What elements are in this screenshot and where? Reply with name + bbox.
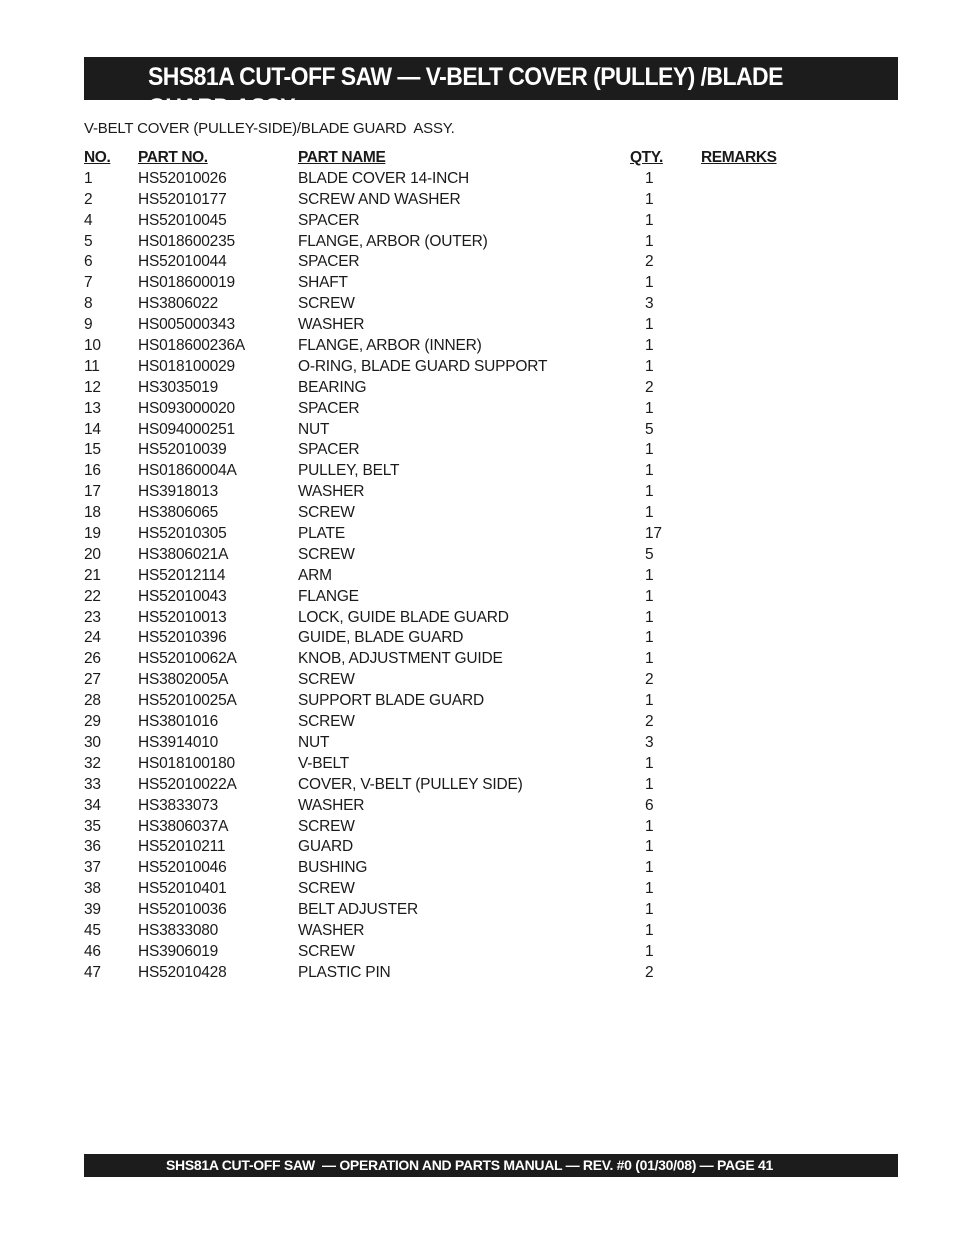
table-row [84, 628, 804, 649]
quantity-cell: 5 [645, 545, 654, 563]
part-name-cell: FLANGE [298, 587, 359, 605]
part-name-cell: SCREW [298, 880, 355, 898]
table-row [84, 440, 804, 461]
quantity-cell: 1 [645, 232, 654, 250]
part-name-cell: O-RING, BLADE GUARD SUPPORT [298, 357, 548, 375]
part-name-cell: SPACER [298, 441, 360, 459]
quantity-cell: 1 [645, 357, 654, 375]
part-number-index-cell: 11 [84, 357, 100, 375]
part-name-cell: COVER, V-BELT (PULLEY SIDE) [298, 775, 523, 793]
part-number-cell: HS3035019 [138, 378, 219, 396]
part-name-cell: GUARD [298, 838, 353, 856]
table-row [84, 587, 804, 608]
table-row [84, 461, 804, 482]
table-row [84, 921, 804, 942]
page-footer-bar [84, 1154, 898, 1177]
part-name-cell: PLATE [298, 525, 345, 543]
quantity-cell: 17 [645, 525, 662, 543]
part-number-index-cell: 32 [84, 754, 101, 772]
part-number-index-cell: 46 [84, 942, 101, 960]
quantity-cell: 2 [645, 253, 654, 271]
quantity-cell: 1 [645, 169, 654, 187]
part-number-cell: HS3802005A [138, 671, 229, 689]
part-name-cell: BLADE COVER 14-INCH [298, 169, 470, 187]
quantity-cell: 1 [645, 462, 654, 480]
quantity-cell: 1 [645, 754, 654, 772]
part-number-index-cell: 38 [84, 880, 101, 898]
part-number-cell: HS005000343 [138, 316, 235, 334]
table-row [84, 566, 804, 587]
table-row [84, 691, 804, 712]
part-number-cell: HS3833080 [138, 921, 219, 939]
table-row [84, 399, 804, 420]
quantity-cell: 1 [645, 274, 654, 292]
quantity-cell: 1 [645, 650, 654, 668]
part-name-cell: SCREW [298, 504, 355, 522]
part-number-cell: HS52010043 [138, 587, 227, 605]
part-number-cell: HS3918013 [138, 483, 219, 501]
table-row [84, 796, 804, 817]
quantity-cell: 3 [645, 295, 654, 313]
part-number-cell: HS52010401 [138, 880, 227, 898]
part-number-cell: HS094000251 [138, 420, 235, 438]
part-name-cell: NUT [298, 733, 330, 751]
part-number-index-cell: 39 [84, 901, 101, 919]
part-number-cell: HS018600235 [138, 232, 235, 250]
part-name-cell: BELT ADJUSTER [298, 901, 418, 919]
page-title-bar [84, 57, 898, 122]
table-row [84, 963, 804, 984]
quantity-cell: 1 [645, 921, 654, 939]
table-row [84, 503, 804, 524]
part-number-index-cell: 30 [84, 733, 101, 751]
table-row [84, 817, 804, 838]
part-number-index-cell: 7 [84, 274, 93, 292]
part-number-cell: HS018600236A [138, 337, 246, 355]
part-number-cell: HS52010396 [138, 629, 227, 647]
part-number-cell: HS3806022 [138, 295, 219, 313]
table-row [84, 336, 804, 357]
part-name-cell: V-BELT [298, 754, 350, 772]
part-number-index-cell: 35 [84, 817, 101, 835]
table-header-row [84, 148, 804, 169]
quantity-cell: 1 [645, 337, 654, 355]
part-number-index-cell: 22 [84, 587, 101, 605]
part-number-index-cell: 27 [84, 671, 101, 689]
part-number-index-cell: 23 [84, 608, 101, 626]
part-name-cell: SCREW [298, 295, 355, 313]
part-number-index-cell: 34 [84, 796, 101, 814]
column-header-remarks: REMARKS [701, 149, 777, 166]
table-row [84, 670, 804, 691]
quantity-cell: 1 [645, 608, 654, 626]
part-name-cell: SPACER [298, 399, 360, 417]
part-number-index-cell: 14 [84, 420, 101, 438]
table-row [84, 733, 804, 754]
part-number-cell: HS3806037A [138, 817, 229, 835]
part-name-cell: SPACER [298, 253, 360, 271]
quantity-cell: 1 [645, 483, 654, 501]
part-name-cell: GUIDE, BLADE GUARD [298, 629, 464, 647]
part-name-cell: WASHER [298, 796, 365, 814]
quantity-cell: 1 [645, 942, 654, 960]
part-name-cell: SCREW [298, 817, 355, 835]
table-row [84, 942, 804, 963]
part-number-cell: HS52010062A [138, 650, 237, 668]
quantity-cell: 1 [645, 316, 654, 334]
part-number-index-cell: 8 [84, 295, 93, 313]
table-row [84, 545, 804, 566]
part-name-cell: SHAFT [298, 274, 348, 292]
part-number-index-cell: 29 [84, 713, 101, 731]
quantity-cell: 2 [645, 378, 654, 396]
part-name-cell: FLANGE, ARBOR (INNER) [298, 337, 482, 355]
quantity-cell: 1 [645, 399, 654, 417]
part-name-cell: SCREW [298, 671, 355, 689]
part-name-cell: PLASTIC PIN [298, 963, 391, 981]
part-name-cell: KNOB, ADJUSTMENT GUIDE [298, 650, 503, 668]
part-number-index-cell: 4 [84, 211, 93, 229]
part-number-index-cell: 2 [84, 190, 93, 208]
part-number-cell: HS3806021A [138, 545, 229, 563]
table-row [84, 211, 804, 232]
part-name-cell: SCREW [298, 713, 355, 731]
table-row [84, 273, 804, 294]
column-header-part-no: PART NO. [138, 149, 208, 166]
part-number-cell: HS52010013 [138, 608, 227, 626]
table-row [84, 608, 804, 629]
part-number-index-cell: 37 [84, 859, 101, 877]
table-row [84, 378, 804, 399]
table-row [84, 858, 804, 879]
part-number-cell: HS093000020 [138, 399, 235, 417]
column-header-part-name: PART NAME [298, 149, 386, 166]
part-number-cell: HS3801016 [138, 713, 219, 731]
quantity-cell: 2 [645, 671, 654, 689]
part-number-index-cell: 17 [84, 483, 101, 501]
part-number-cell: HS3833073 [138, 796, 219, 814]
table-row [84, 712, 804, 733]
quantity-cell: 1 [645, 880, 654, 898]
part-number-cell: HS52010305 [138, 525, 227, 543]
parts-list-table [84, 148, 804, 984]
part-name-cell: SCREW AND WASHER [298, 190, 461, 208]
table-row [84, 879, 804, 900]
part-number-index-cell: 21 [84, 566, 101, 584]
quantity-cell: 1 [645, 901, 654, 919]
part-number-index-cell: 24 [84, 629, 101, 647]
page-title: SHS81A CUT-OFF SAW — V-BELT COVER (PULLEY) /BLADE GUARD ASSY. [148, 63, 783, 122]
table-row [84, 169, 804, 190]
column-header-qty: QTY. [630, 149, 663, 166]
part-number-index-cell: 26 [84, 650, 101, 668]
part-name-cell: FLANGE, ARBOR (OUTER) [298, 232, 488, 250]
part-number-cell: HS52010177 [138, 190, 227, 208]
part-number-index-cell: 45 [84, 921, 101, 939]
part-number-cell: HS52010046 [138, 859, 227, 877]
part-name-cell: WASHER [298, 316, 365, 334]
quantity-cell: 1 [645, 211, 654, 229]
part-number-index-cell: 33 [84, 775, 101, 793]
part-number-cell: HS018600019 [138, 274, 235, 292]
part-number-cell: HS52010039 [138, 441, 227, 459]
table-row [84, 294, 804, 315]
table-row [84, 315, 804, 336]
part-name-cell: PULLEY, BELT [298, 462, 400, 480]
part-number-index-cell: 1 [84, 169, 93, 187]
part-number-cell: HS52012114 [138, 566, 226, 584]
part-name-cell: BEARING [298, 378, 367, 396]
part-number-index-cell: 18 [84, 504, 101, 522]
part-name-cell: SPACER [298, 211, 360, 229]
quantity-cell: 1 [645, 692, 654, 710]
quantity-cell: 1 [645, 838, 654, 856]
part-number-index-cell: 9 [84, 316, 93, 334]
quantity-cell: 2 [645, 713, 654, 731]
part-number-index-cell: 10 [84, 337, 101, 355]
part-number-index-cell: 5 [84, 232, 93, 250]
table-row [84, 420, 804, 441]
quantity-cell: 5 [645, 420, 654, 438]
column-header-no: NO. [84, 149, 111, 166]
table-row [84, 649, 804, 670]
quantity-cell: 1 [645, 441, 654, 459]
part-name-cell: SCREW [298, 942, 355, 960]
table-row [84, 232, 804, 253]
part-number-index-cell: 6 [84, 253, 93, 271]
quantity-cell: 2 [645, 963, 654, 981]
part-number-cell: HS52010044 [138, 253, 227, 271]
table-row [84, 357, 804, 378]
part-number-cell: HS3914010 [138, 733, 219, 751]
table-row [84, 482, 804, 503]
part-name-cell: BUSHING [298, 859, 368, 877]
part-number-cell: HS52010045 [138, 211, 227, 229]
part-number-index-cell: 13 [84, 399, 101, 417]
table-row [84, 754, 804, 775]
part-number-index-cell: 36 [84, 838, 101, 856]
quantity-cell: 6 [645, 796, 654, 814]
part-number-cell: HS52010025A [138, 692, 237, 710]
part-number-index-cell: 20 [84, 545, 101, 563]
part-number-cell: HS52010036 [138, 901, 227, 919]
part-number-cell: HS01860004A [138, 462, 237, 480]
quantity-cell: 1 [645, 859, 654, 877]
quantity-cell: 1 [645, 566, 654, 584]
quantity-cell: 1 [645, 587, 654, 605]
part-number-cell: HS3806065 [138, 504, 219, 522]
table-row [84, 900, 804, 921]
part-number-cell: HS52010022A [138, 775, 237, 793]
table-row [84, 190, 804, 211]
part-name-cell: ARM [298, 566, 332, 584]
quantity-cell: 1 [645, 817, 654, 835]
quantity-cell: 1 [645, 190, 654, 208]
quantity-cell: 1 [645, 504, 654, 522]
part-name-cell: SCREW [298, 545, 355, 563]
part-number-index-cell: 47 [84, 963, 101, 981]
quantity-cell: 1 [645, 629, 654, 647]
part-name-cell: SUPPORT BLADE GUARD [298, 692, 484, 710]
page-footer: SHS81A CUT-OFF SAW — OPERATION AND PARTS MANUAL — REV. #0 (01/30/08) — PAGE 41 [166, 1157, 773, 1173]
part-number-cell: HS52010428 [138, 963, 227, 981]
part-number-index-cell: 12 [84, 378, 101, 396]
table-row [84, 252, 804, 273]
part-number-index-cell: 28 [84, 692, 101, 710]
quantity-cell: 3 [645, 733, 654, 751]
part-number-index-cell: 15 [84, 441, 101, 459]
part-number-index-cell: 19 [84, 525, 101, 543]
part-name-cell: NUT [298, 420, 330, 438]
part-name-cell: WASHER [298, 921, 365, 939]
part-number-cell: HS3906019 [138, 942, 219, 960]
part-number-cell: HS018100029 [138, 357, 235, 375]
part-number-cell: HS52010211 [138, 838, 226, 856]
part-number-cell: HS018100180 [138, 754, 235, 772]
table-row [84, 837, 804, 858]
section-subtitle: V-BELT COVER (PULLEY-SIDE)/BLADE GUARD ASSY. [84, 120, 455, 137]
part-number-cell: HS52010026 [138, 169, 227, 187]
table-row [84, 775, 804, 796]
part-name-cell: WASHER [298, 483, 365, 501]
part-number-index-cell: 16 [84, 462, 101, 480]
part-name-cell: LOCK, GUIDE BLADE GUARD [298, 608, 509, 626]
quantity-cell: 1 [645, 775, 654, 793]
table-row [84, 524, 804, 545]
